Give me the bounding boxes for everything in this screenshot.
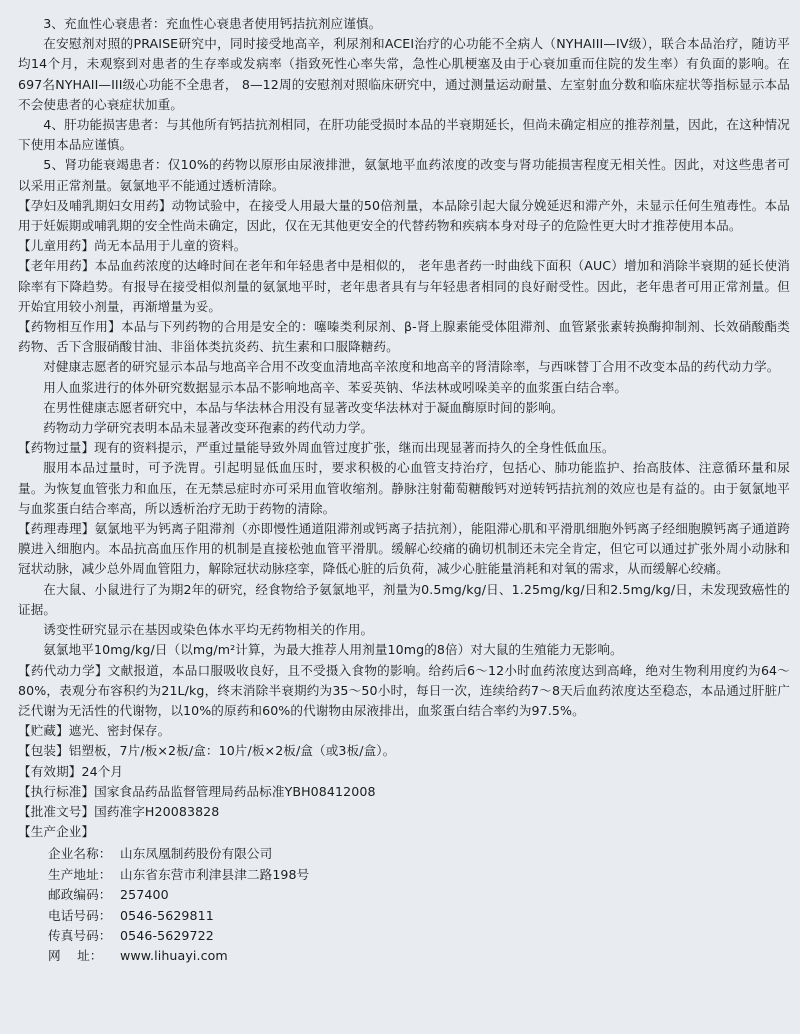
phone-label: 电话号码： xyxy=(48,907,112,923)
mutagenicity: 诱变性研究显示在基因或染色体水平均无药物相关的作用。 xyxy=(43,622,374,638)
manufacturer-heading: 【生产企业】 xyxy=(18,824,95,840)
fax: 0546-5629722 xyxy=(120,927,214,943)
chf-caution-title: 3、充血性心衰患者：充血性心衰患者使用钙拮抗剂应谨慎。 xyxy=(43,16,382,31)
storage-section: 【贮藏】遮光、密封保存。 xyxy=(18,723,171,739)
address-row xyxy=(18,865,790,885)
pharmacokinetics-section: 【药代动力学】文献报道，本品口服吸收良好，且不受摄入食物的影响。给药后6～12小时血药浓度达到高峰，绝对生物利用度约为64～80%，表观分布容积约为21L/kg，终末消除半衰期约为35～50小时，每日一次，连续给药7～8天后血药浓度达至稳态，本品通过肝脏广泛代谢为无活性的代谢物，以10%的原药和60%的代谢物由尿液排出，血浆蛋白结合率约为97.5%。 xyxy=(18,662,790,718)
validity-section: 【有效期】24个月 xyxy=(18,763,124,779)
package-section: 【包装】铝塑板，7片/板×2板/盒：10片/板×2板/盒（或3板/盒）。 xyxy=(18,743,396,759)
interaction-cyclosporine: 药物动力学研究表明本品未显著改变环孢素的药代动力学。 xyxy=(43,420,374,436)
company-name-row xyxy=(18,844,790,864)
phone-row xyxy=(18,906,790,926)
website: www.lihuayi.com xyxy=(120,948,228,964)
fertility: 氨氯地平10mg/kg/日（以mg/m²计算，为最大推荐人用剂量10mg的8倍）对大鼠的生殖能力无影响。 xyxy=(43,642,623,658)
carcinogenicity: 在大鼠、小鼠进行了为期2年的研究，经食物给予氨氯地平，剂量为0.5mg/kg/日、1.25mg/kg/日和2.5mg/kg/日，未发现致癌性的证据。 xyxy=(18,581,790,617)
company-name-label: 企业名称： xyxy=(48,846,112,862)
kidney-caution: 5、肾功能衰竭患者：仅10%的药物以原形由尿液排泄，氨氯地平血药浓度的改变与肾功能损害程度无相关性。因此，对这些患者可以采用正常剂量。氨氯地平不能通过透析清除。 xyxy=(18,157,790,193)
standard-section: 【执行标准】国家食品药品监督管理局药品标准YBH08412008 xyxy=(18,783,376,799)
phone: 0546-5629811 xyxy=(120,907,214,923)
website-label: 网 址： xyxy=(48,948,103,964)
postcode-label: 邮政编码： xyxy=(48,887,112,903)
address-label: 生产地址： xyxy=(48,866,112,882)
overdose-section: 【药物过量】现有的资料提示，严重过量能导致外周血管过度扩张，继而出现显著而持久的全身性低血压。 xyxy=(18,440,615,456)
interaction-plasma: 用人血浆进行的体外研究数据显示本品不影响地高辛、苯妥英钠、华法林或吲哚美辛的血浆蛋白结合率。 xyxy=(43,379,628,395)
pregnancy-section: 【孕妇及哺乳期妇女用药】动物试验中，在接受人用最大量的50倍剂量，本品除引起大鼠分娩延迟和滞产外，未显示任何生殖毒性。本品用于妊娠期或哺乳期的安全性尚未确定，因此，仅在无其他更安全的代替药物和疾病本身对母子的危险性更大时才推荐使用本品。 xyxy=(18,197,790,234)
fax-row xyxy=(18,926,790,946)
overdose-treatment: 服用本品过量时，可予洗胃。引起明显低血压时，要求积极的心血管支持治疗，包括心、肺功能监护、抬高肢体、注意循环量和尿量。为恢复血管张力和血压，在无禁忌症时亦可采用血管收缩剂。静脉注射葡萄糖酸钙对逆转钙拮抗剂的效应也是有益的。由于氨氯地平与血浆蛋白结合率高，所以透析治疗无助于药物的清除。 xyxy=(18,460,790,516)
address: 山东省东营市利津县津二路198号 xyxy=(120,866,310,882)
children-section: 【儿童用药】尚无本品用于儿童的资料。 xyxy=(18,238,247,254)
manufacturer-info xyxy=(18,844,790,966)
postcode: 257400 xyxy=(120,887,169,903)
pharmacology-section: 【药理毒理】氨氯地平为钙离子阻滞剂（亦即慢性通道阻滞剂或钙离子拮抗剂），能阻滞心肌和平滑肌细胞外钙离子经细胞膜钙离子通道跨膜进入细胞内。本品抗高血压作用的机制是直接松弛血管平滑肌。缓解心绞痛的确切机制还未完全肯定，但它可以通过扩张外周小动脉和冠状动脉，减少总外周血管阻力，解除冠状动脉痉挛，降低心脏的后负荷，减少心脏能量消耗和对氧的需求，从而缓解心绞痛。 xyxy=(18,521,790,577)
postcode-row xyxy=(18,885,790,905)
approval-section: 【批准文号】国药准字H20083828 xyxy=(18,803,220,819)
fax-label: 传真号码： xyxy=(48,927,112,943)
interaction-digoxin: 对健康志愿者的研究显示本品与地高辛合用不改变血清地高辛浓度和地高辛的肾清除率，与西咪替丁合用不改变本品的药代动力学。 xyxy=(43,359,780,375)
company-name: 山东凤凰制药股份有限公司 xyxy=(120,846,273,862)
website-row xyxy=(18,946,790,966)
interaction-warfarin: 在男性健康志愿者研究中，本品与华法林合用没有显著改变华法林对于凝血酶原时间的影响。 xyxy=(43,399,564,415)
chf-caution-body: 在安慰剂对照的PRAISE研究中，同时接受地高辛，利尿剂和ACEI治疗的心功能不全病人（NYHAIII—IV级），联合本品治疗，随访平均14个月，未观察到对患者的生存率或发病率（指致死性心率失常，急性心肌梗塞及由于心衰加重而住院的发生率）有负面的影响。在697名NYHAII—III级心功能不全患者， 8—12周的安慰剂对照临床研究中，通过测量运动耐量、左室射血分数和临床症状等指标显示本品不会使患者的心衰症状加重。 xyxy=(18,36,790,112)
interaction-section: 【药物相互作用】本品与下列药物的合用是安全的：噻嗪类利尿剂、β-肾上腺素能受体阻滞剂、血管紧张素转换酶抑制剂、长效硝酸酯类药物、舌下含服硝酸甘油、非甾体类抗炎药、抗生素和口服降糖药。 xyxy=(18,319,790,355)
liver-caution: 4、肝功能损害患者：与其他所有钙拮抗剂相同，在肝功能受损时本品的半衰期延长，但尚未确定相应的推荐剂量，因此，在这种情况下使用本品应谨慎。 xyxy=(18,117,790,153)
elderly-section: 【老年用药】本品血药浓度的达峰时间在老年和年轻患者中是相似的， 老年患者药一时曲线下面积（AUC）增加和消除半衰期的延长使消除率有下降趋势。有报导在接受相似剂量的氨氯地平时，老年患者具有与年轻患者相同的良好耐受性。因此，老年患者可用正常剂量。但开始宜用较小剂量，再渐增量为妥。 xyxy=(18,258,790,314)
